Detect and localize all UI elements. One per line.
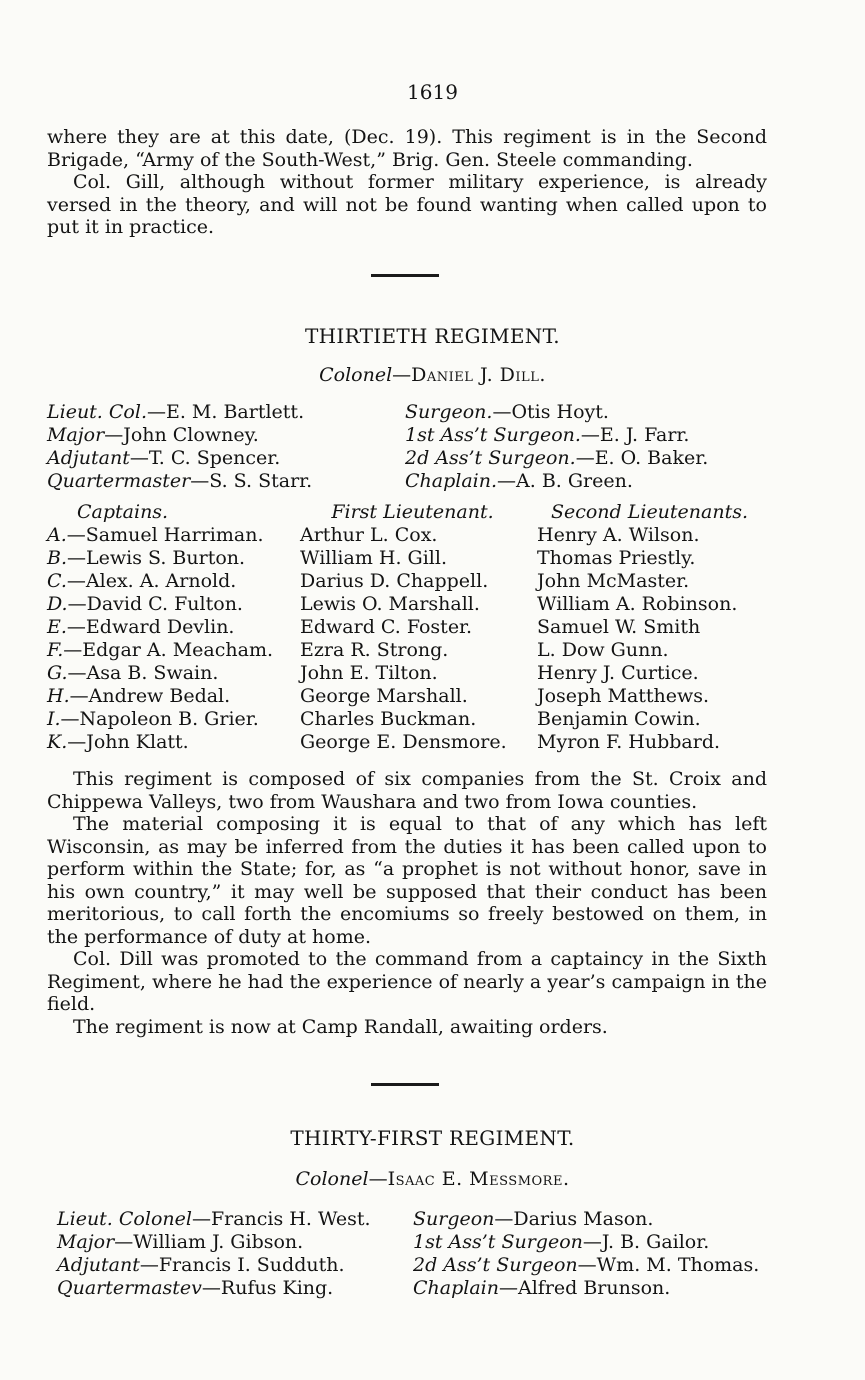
staff-name: E. O. Baker. bbox=[594, 447, 709, 469]
staff-title: Chaplain bbox=[413, 1277, 499, 1299]
colonel-name: Daniel J. Dill. bbox=[411, 364, 546, 386]
first-lt-name: Edward C. Foster. bbox=[300, 616, 473, 638]
colonel-label: Colonel bbox=[319, 364, 393, 386]
staff-name: William J. Gibson. bbox=[133, 1231, 304, 1253]
thirtieth-body-text bbox=[47, 768, 767, 1038]
staff-title: Adjutant bbox=[57, 1254, 140, 1276]
company-letter: F. bbox=[47, 639, 64, 661]
first-lt-name: William H. Gill. bbox=[300, 547, 447, 569]
second-lt-name: William A. Robinson. bbox=[537, 593, 738, 615]
company-row: K.—John Klatt. bbox=[47, 731, 189, 753]
intro-paragraph: Col. Gill, although without former military experience, is already versed in the theory, and will not be found wanting when called upon to put it in practice. bbox=[47, 171, 767, 238]
second-lt-name: Benjamin Cowin. bbox=[537, 708, 701, 730]
staff-title: Quartermastev bbox=[57, 1277, 202, 1299]
staff-name: Otis Hoyt. bbox=[511, 401, 609, 423]
staff-row: Quartermastev—Rufus King. bbox=[57, 1277, 334, 1299]
staff-title: Adjutant bbox=[47, 447, 130, 469]
captain-name: Alex. A. Arnold. bbox=[85, 570, 237, 592]
staff-name: Alfred Brunson. bbox=[517, 1277, 671, 1299]
column-header: Second Lieutenants. bbox=[550, 501, 749, 523]
staff-list-right bbox=[413, 1208, 759, 1300]
second-lieutenants-column bbox=[537, 501, 762, 754]
captain-name: Andrew Bedal. bbox=[88, 685, 231, 707]
staff-row: 1st Ass’t Surgeon—J. B. Gailor. bbox=[413, 1231, 710, 1253]
staff-title: Major bbox=[47, 424, 105, 446]
captains-column bbox=[47, 501, 287, 754]
captain-name: Edgar A. Meacham. bbox=[82, 639, 273, 661]
staff-title: Major bbox=[57, 1231, 115, 1253]
staff-name: Wm. M. Thomas. bbox=[596, 1254, 760, 1276]
captain-name: Lewis S. Burton. bbox=[86, 547, 246, 569]
captain-name: Napoleon B. Grier. bbox=[79, 708, 259, 730]
staff-row: 1st Ass’t Surgeon.—E. J. Farr. bbox=[405, 424, 690, 446]
first-lieutenants-column bbox=[300, 501, 525, 754]
company-letter: A. bbox=[47, 524, 67, 546]
staff-name: A. B. Green. bbox=[516, 470, 633, 492]
company-row: A.—Samuel Harriman. bbox=[47, 524, 264, 546]
staff-name: E. J. Farr. bbox=[599, 424, 690, 446]
first-lt-name: Lewis O. Marshall. bbox=[300, 593, 480, 615]
section-divider bbox=[371, 274, 439, 277]
second-lt-name: Myron F. Hubbard. bbox=[537, 731, 721, 753]
company-letter: G. bbox=[47, 662, 68, 684]
company-letter: H. bbox=[47, 685, 70, 707]
company-letter: B. bbox=[47, 547, 68, 569]
staff-row: Surgeon—Darius Mason. bbox=[413, 1208, 654, 1230]
staff-title: Lieut. Col. bbox=[47, 401, 147, 423]
colonel-line-thirty-first: Colonel—Isaac E. Messmore. bbox=[295, 1168, 570, 1190]
staff-name: T. C. Spencer. bbox=[148, 447, 281, 469]
staff-name: E. M. Bartlett. bbox=[165, 401, 305, 423]
first-lt-name: Charles Buckman. bbox=[300, 708, 477, 730]
company-row: B.—Lewis S. Burton. bbox=[47, 547, 246, 569]
staff-list-left bbox=[57, 1208, 371, 1300]
second-lt-name: L. Dow Gunn. bbox=[537, 639, 669, 661]
second-lt-name: John McMaster. bbox=[537, 570, 690, 592]
company-row: E.—Edward Devlin. bbox=[47, 616, 235, 638]
first-lt-name: Ezra R. Strong. bbox=[300, 639, 449, 661]
company-letter: K. bbox=[47, 731, 68, 753]
colonel-line-thirtieth: Colonel—Daniel J. Dill. bbox=[319, 364, 546, 386]
staff-row: 2d Ass’t Surgeon.—E. O. Baker. bbox=[405, 447, 709, 469]
captain-name: David C. Fulton. bbox=[86, 593, 243, 615]
company-row: D.—David C. Fulton. bbox=[47, 593, 243, 615]
captain-name: John Klatt. bbox=[86, 731, 189, 753]
company-row: I.—Napoleon B. Grier. bbox=[47, 708, 259, 730]
staff-row: Lieut. Col.—E. M. Bartlett. bbox=[47, 401, 305, 423]
column-header: First Lieutenant. bbox=[331, 501, 494, 523]
second-lt-name: Joseph Matthews. bbox=[537, 685, 710, 707]
staff-row: Adjutant—T. C. Spencer. bbox=[47, 447, 281, 469]
staff-title: Lieut. Colonel bbox=[57, 1208, 192, 1230]
staff-row: Major—William J. Gibson. bbox=[57, 1231, 304, 1253]
company-row: F.—Edgar A. Meacham. bbox=[47, 639, 273, 661]
staff-row: Lieut. Colonel—Francis H. West. bbox=[57, 1208, 371, 1230]
company-row: C.—Alex. A. Arnold. bbox=[47, 570, 237, 592]
body-paragraph: Col. Dill was promoted to the command from a captaincy in the Sixth Regiment, where he had the experience of nearly a year’s campaign in the field. bbox=[47, 948, 767, 1015]
company-letter: E. bbox=[47, 616, 67, 638]
colonel-label: Colonel bbox=[295, 1168, 369, 1190]
staff-row: 2d Ass’t Surgeon—Wm. M. Thomas. bbox=[413, 1254, 760, 1276]
staff-name: Darius Mason. bbox=[513, 1208, 654, 1230]
captain-name: Asa B. Swain. bbox=[86, 662, 219, 684]
first-lt-name: George E. Densmore. bbox=[300, 731, 507, 753]
company-letter: C. bbox=[47, 570, 67, 592]
captain-name: Samuel Harriman. bbox=[85, 524, 264, 546]
staff-name: Francis H. West. bbox=[210, 1208, 371, 1230]
staff-name: John Clowney. bbox=[123, 424, 259, 446]
staff-title: 1st Ass’t Surgeon bbox=[413, 1231, 583, 1253]
first-lt-name: John E. Tilton. bbox=[300, 662, 438, 684]
intro-text bbox=[47, 126, 767, 239]
staff-row: Major—John Clowney. bbox=[47, 424, 259, 446]
company-letter: D. bbox=[47, 593, 68, 615]
colonel-name: Isaac E. Messmore. bbox=[387, 1168, 570, 1190]
staff-title: Quartermaster bbox=[47, 470, 191, 492]
company-letter: I. bbox=[47, 708, 61, 730]
section-divider bbox=[371, 1083, 439, 1086]
body-paragraph: The material composing it is equal to that of any which has left Wisconsin, as may be inferred from the duties it has been called upon to perform within the State; for, as “a prophet is not without honor, save in his own country,” it may well be supposed that their conduct has been meritorious, to call forth the encomiums so freely bestowed on them, in the performance of duty at home. bbox=[47, 813, 767, 948]
staff-title: Chaplain. bbox=[405, 470, 498, 492]
staff-name: J. B. Gailor. bbox=[601, 1231, 710, 1253]
section-heading-thirty-first: THIRTY-FIRST REGIMENT. bbox=[290, 1126, 575, 1150]
staff-title: 1st Ass’t Surgeon. bbox=[405, 424, 581, 446]
staff-row: Chaplain.—A. B. Green. bbox=[405, 470, 633, 492]
second-lt-name: Henry J. Curtice. bbox=[537, 662, 699, 684]
staff-name: Francis I. Sudduth. bbox=[158, 1254, 345, 1276]
body-paragraph: The regiment is now at Camp Randall, awaiting orders. bbox=[73, 1015, 608, 1038]
staff-row: Adjutant—Francis I. Sudduth. bbox=[57, 1254, 345, 1276]
staff-row: Quartermaster—S. S. Starr. bbox=[47, 470, 313, 492]
company-row: H.—Andrew Bedal. bbox=[47, 685, 231, 707]
staff-list-left bbox=[47, 401, 312, 493]
company-row: G.—Asa B. Swain. bbox=[47, 662, 219, 684]
staff-name: S. S. Starr. bbox=[209, 470, 313, 492]
page-number: 1619 bbox=[407, 80, 458, 104]
staff-title: Surgeon bbox=[413, 1208, 495, 1230]
staff-title: 2d Ass’t Surgeon bbox=[413, 1254, 578, 1276]
intro-paragraph: where they are at this date, (Dec. 19). This regiment is in the Second Brigade, “Army of the South-West,” Brig. Gen. Steele commanding. bbox=[47, 126, 767, 171]
staff-list-right bbox=[405, 401, 708, 493]
first-lt-name: George Marshall. bbox=[300, 685, 468, 707]
first-lt-name: Arthur L. Cox. bbox=[300, 524, 438, 546]
column-header: Captains. bbox=[77, 501, 169, 523]
body-paragraph: This regiment is composed of six companies from the St. Croix and Chippewa Valleys, two from Waushara and two from Iowa counties. bbox=[47, 768, 767, 813]
staff-title: Surgeon. bbox=[405, 401, 493, 423]
second-lt-name: Henry A. Wilson. bbox=[537, 524, 700, 546]
staff-row: Surgeon.—Otis Hoyt. bbox=[405, 401, 609, 423]
section-heading-thirtieth: THIRTIETH REGIMENT. bbox=[305, 324, 560, 348]
second-lt-name: Thomas Priestly. bbox=[537, 547, 696, 569]
first-lt-name: Darius D. Chappell. bbox=[300, 570, 489, 592]
staff-name: Rufus King. bbox=[220, 1277, 334, 1299]
second-lt-name: Samuel W. Smith bbox=[537, 616, 701, 638]
staff-row: Chaplain—Alfred Brunson. bbox=[413, 1277, 671, 1299]
staff-title: 2d Ass’t Surgeon. bbox=[405, 447, 576, 469]
captain-name: Edward Devlin. bbox=[85, 616, 235, 638]
